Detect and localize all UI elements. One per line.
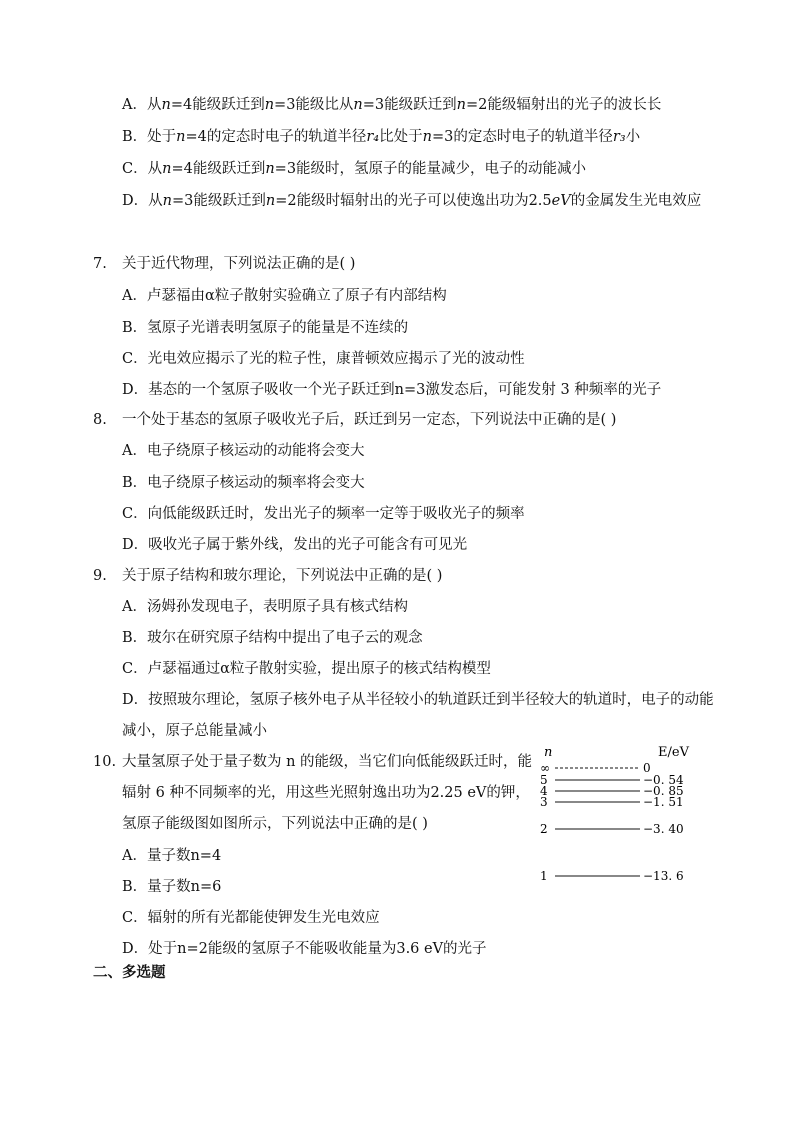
question-number: 8.	[93, 412, 107, 428]
q10-option-d: D．处于n=2能级的氢原子不能吸收能量为3.6 eV的光子	[122, 941, 487, 957]
math-symbol: n	[265, 161, 275, 177]
question-10-stem-line3: 氢原子能级图如图所示，下列说法中正确的是( )	[122, 816, 428, 832]
q7-option-c: C．光电效应揭示了光的粒子性，康普顿效应揭示了光的波动性	[122, 351, 525, 367]
q10-option-a: A．量子数n=4	[122, 848, 222, 864]
math-symbol: r₃	[612, 129, 626, 145]
q8-option-c: C．向低能级跃迁时，发出光子的频率一定等于吸收光子的频率	[122, 506, 525, 522]
q7-option-b: B．氢原子光谱表明氢原子的能量是不连续的	[122, 320, 409, 336]
option-text: =4能级跃迁到	[171, 161, 266, 177]
level-energy-label: −0. 54	[643, 773, 684, 787]
question-7-stem: 关于近代物理，下列说法正确的是( )	[122, 256, 356, 272]
math-symbol: n	[456, 97, 466, 113]
option-prefix: B．处于	[122, 129, 177, 145]
q10-option-c: C．辐射的所有光都能使钾发生光电效应	[122, 910, 380, 926]
option-text: =3的定态时电子的轨道半径	[431, 129, 613, 145]
option-text: =4能级跃迁到	[170, 97, 265, 113]
math-symbol: n	[265, 193, 276, 209]
option-text: =3能级跃迁到	[171, 193, 266, 209]
q6-option-d	[122, 191, 701, 211]
energy-levels	[540, 761, 684, 883]
option-prefix: C．从	[122, 161, 163, 177]
level-energy-label: −3. 40	[643, 822, 684, 836]
q10-option-b: B．量子数n=6	[122, 879, 222, 895]
q7-option-d: D．基态的一个氢原子吸收一个光子跃迁到n=3激发态后，可能发射 3 种频率的光子	[122, 382, 662, 398]
math-symbol: r₄	[366, 129, 380, 145]
q8-option-d: D．吸收光子属于紫外线，发出的光子可能含有可见光	[122, 537, 468, 553]
level-energy-label: −1. 51	[643, 795, 684, 809]
diagram-e-label: E/eV	[658, 745, 689, 760]
section-heading-multiple-choice: 二、多选题	[93, 964, 166, 981]
math-symbol: eV	[551, 193, 571, 209]
level-n-label: 2	[540, 822, 548, 836]
option-text: =2能级时辐射出的光子可以使逸出功为2.5	[275, 193, 552, 209]
level-n-label: 5	[540, 773, 548, 787]
question-9-stem: 关于原子结构和玻尔理论，下列说法中正确的是( )	[122, 568, 443, 584]
question-number: 10.	[93, 754, 117, 770]
option-prefix: A．从	[122, 97, 162, 113]
q6-option-b	[122, 127, 640, 147]
option-text: 小	[625, 129, 641, 145]
option-text: =4的定态时电子的轨道半径	[185, 129, 367, 145]
option-text: =3能级比从	[274, 97, 354, 113]
option-text: =3能级时，氢原子的能量减少，电子的动能减小	[274, 161, 587, 177]
q9-option-a: A．汤姆孙发现电子，表明原子具有核式结构	[122, 599, 408, 615]
math-symbol: n	[353, 97, 363, 113]
q9-option-b: B．玻尔在研究原子结构中提出了电子云的观念	[122, 630, 423, 646]
q6-option-a	[122, 95, 661, 115]
question-number: 9.	[93, 568, 107, 584]
level-n-label: 4	[540, 784, 548, 798]
option-text: =2能级辐射出的光子的波长长	[465, 97, 662, 113]
option-text: 的金属发生光电效应	[570, 193, 702, 209]
level-n-label: 1	[540, 869, 548, 883]
question-10-stem-line2: 辐射 6 种不同频率的光，用这些光照射逸出功为2.25 eV的钾，	[122, 785, 530, 801]
level-energy-label: −13. 6	[643, 869, 684, 883]
q9-option-d: D．按照玻尔理论，氢原子核外电子从半径较小的轨道跃迁到半径较大的轨道时，电子的动能	[122, 692, 714, 708]
q9-option-c: C．卢瑟福通过α粒子散射实验，提出原子的核式结构模型	[122, 661, 491, 677]
diagram-n-label: n	[544, 745, 553, 760]
math-symbol: n	[422, 129, 432, 145]
option-prefix: D．从	[122, 193, 163, 209]
q9-option-d-cont: 减小，原子总能量减小	[122, 723, 267, 739]
math-symbol: n	[161, 97, 171, 113]
level-n-label: 3	[540, 795, 548, 809]
math-symbol: n	[176, 129, 186, 145]
level-energy-label: 0	[643, 761, 651, 775]
math-symbol: n	[162, 161, 172, 177]
q6-option-c	[122, 159, 586, 179]
math-symbol: n	[264, 97, 275, 113]
option-text: =3能级跃迁到	[362, 97, 457, 113]
q7-option-a: A．卢瑟福由α粒子散射实验确立了原子有内部结构	[122, 288, 447, 304]
question-number: 7.	[93, 256, 107, 272]
energy-level-diagram	[530, 742, 710, 892]
question-10-stem-line1: 大量氢原子处于量子数为 n 的能级，当它们向低能级跃迁时，能	[122, 754, 533, 770]
q8-option-b: B．电子绕原子核运动的频率将会变大	[122, 475, 365, 491]
q8-option-a: A．电子绕原子核运动的动能将会变大	[122, 443, 365, 459]
question-8-stem: 一个处于基态的氢原子吸收光子后，跃迁到另一定态，下列说法中正确的是( )	[122, 412, 617, 428]
math-symbol: n	[162, 193, 172, 209]
level-n-label: ∞	[540, 761, 550, 775]
option-text: 比处于	[379, 129, 423, 145]
level-energy-label: −0. 85	[643, 784, 684, 798]
